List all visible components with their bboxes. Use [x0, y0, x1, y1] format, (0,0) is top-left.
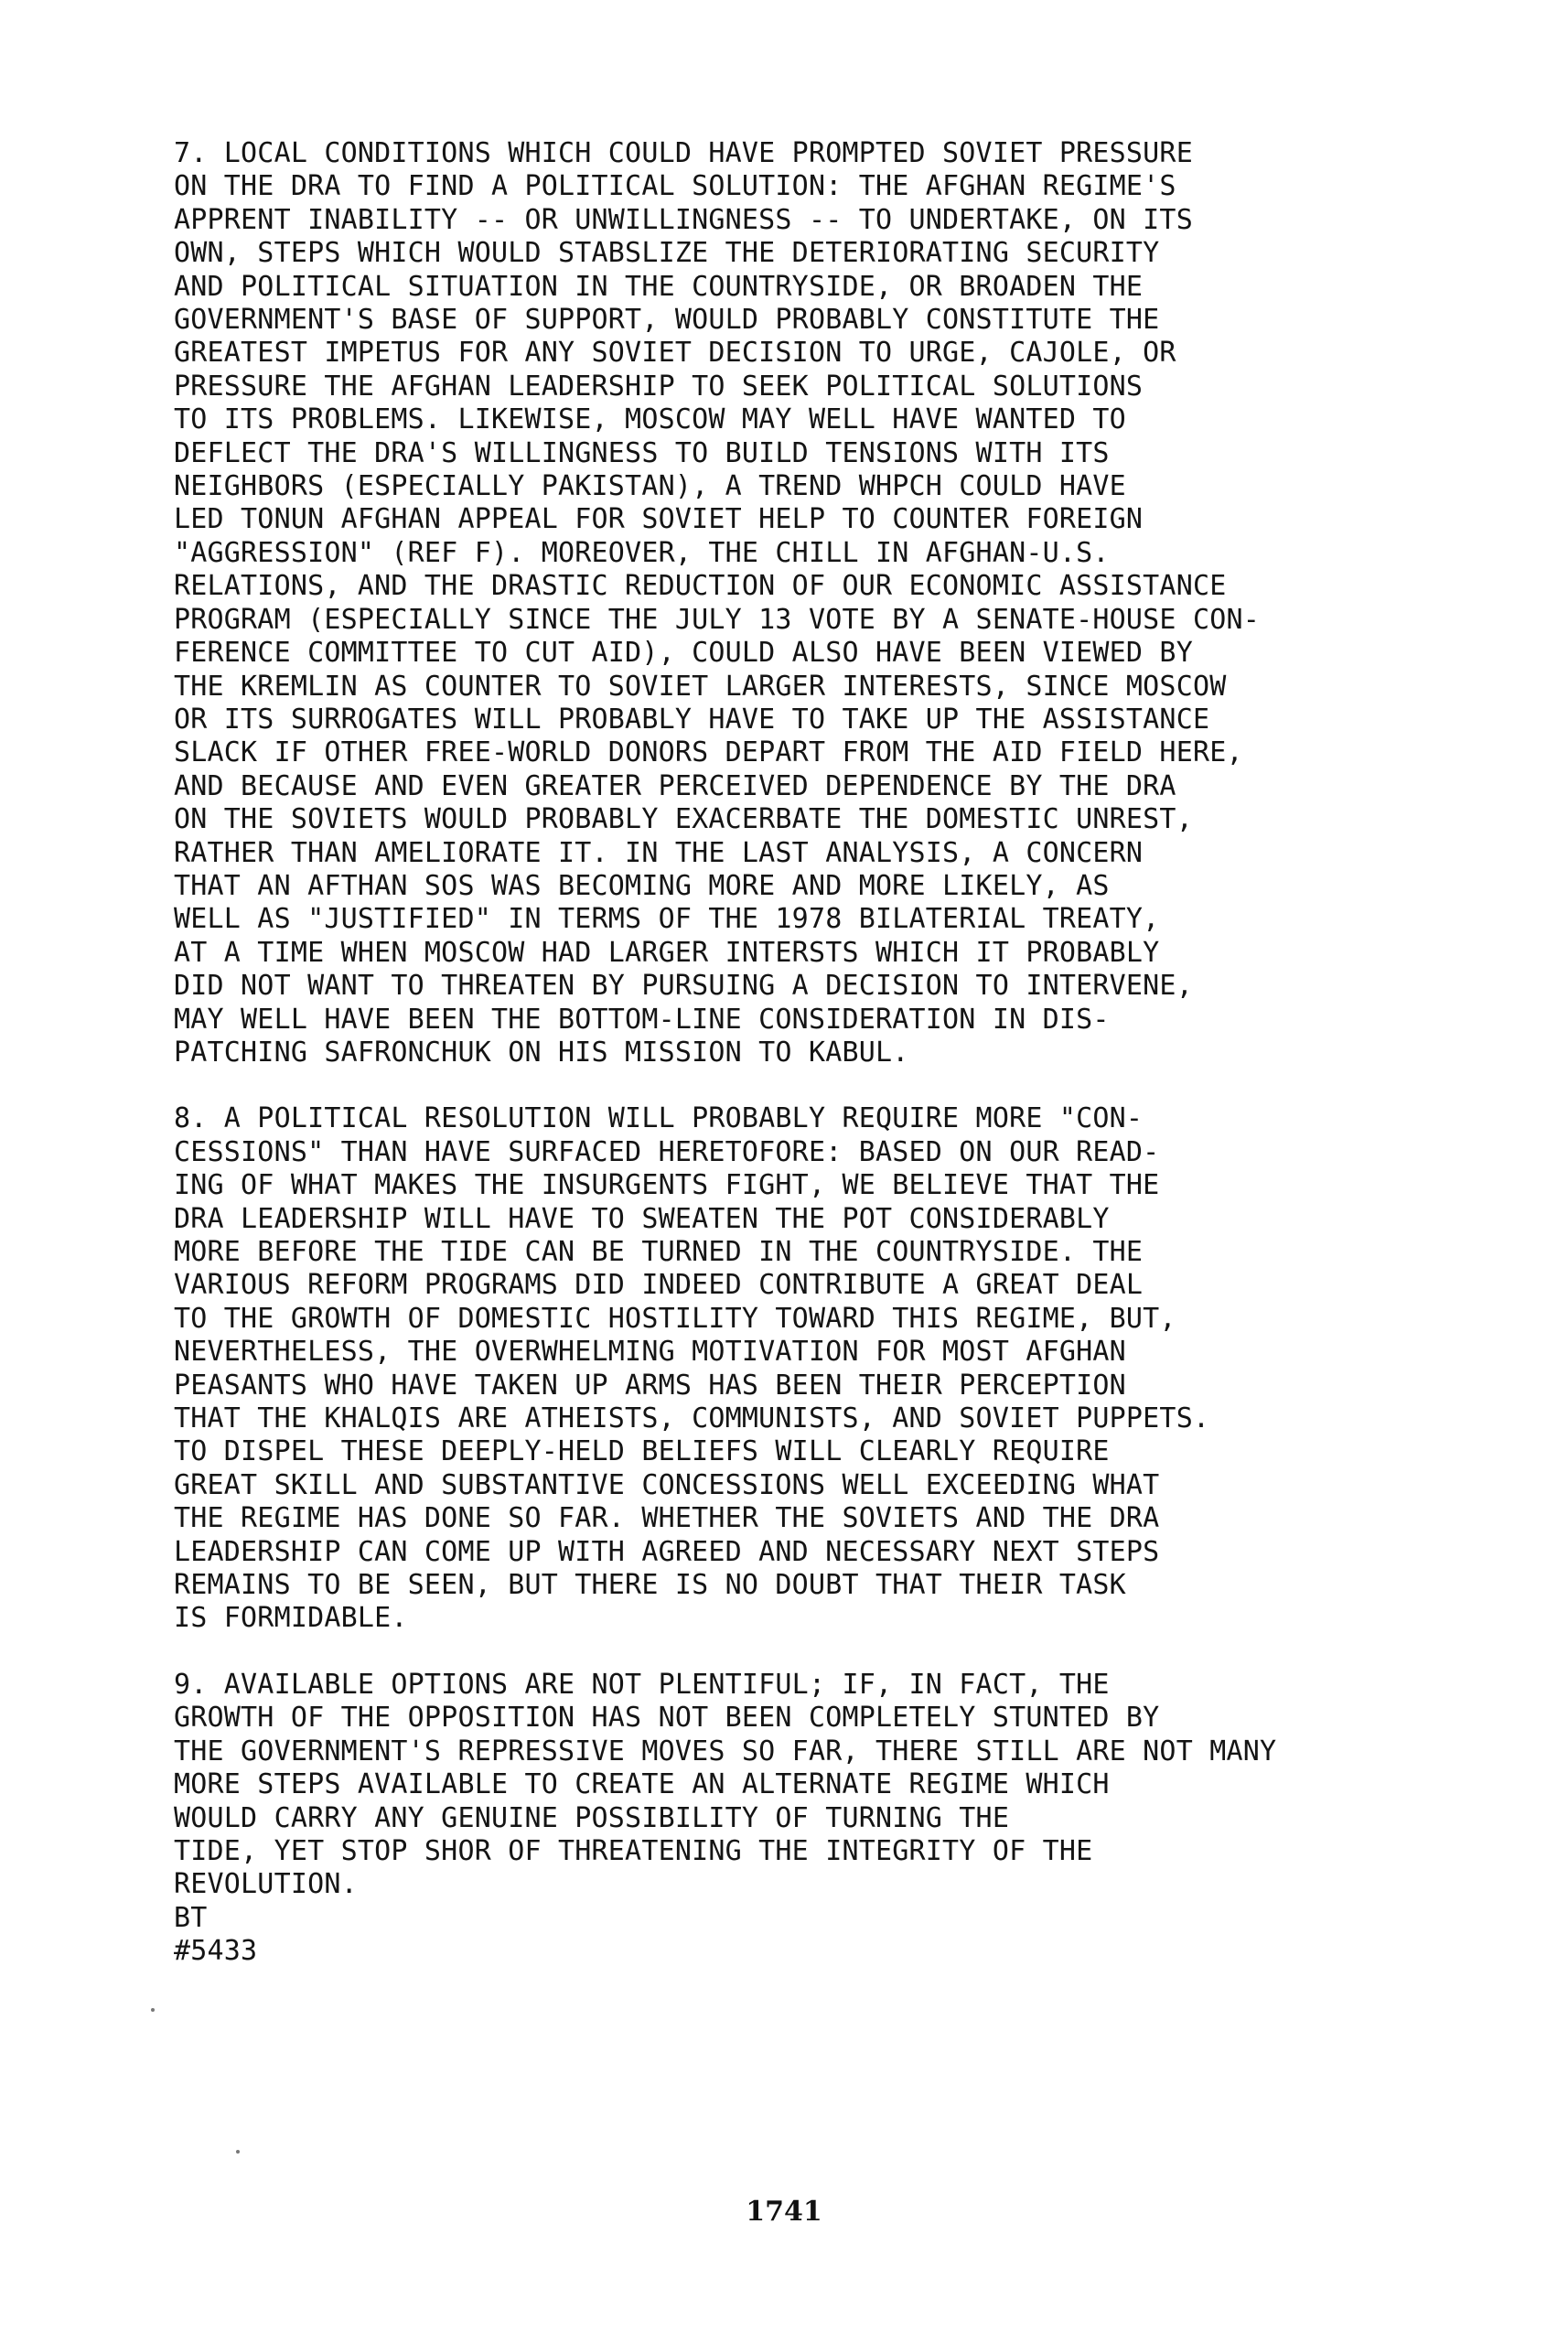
message-end-block — [174, 1902, 1509, 1969]
text-line: VARIOUS REFORM PROGRAMS DID INDEED CONTRIBUTE A GREAT DEAL — [174, 1269, 1144, 1302]
paragraph-9 — [174, 1669, 1509, 1902]
text-line: GREAT SKILL AND SUBSTANTIVE CONCESSIONS WELL EXCEEDING WHAT — [174, 1468, 1160, 1501]
text-line: PEASANTS WHO HAVE TAKEN UP ARMS HAS BEEN THEIR PERCEPTION — [174, 1369, 1126, 1402]
text-line: PATCHING SAFRONCHUK ON HIS MISSION TO KABUL. — [174, 1036, 909, 1069]
text-line: TO THE GROWTH OF DOMESTIC HOSTILITY TOWARD THIS REGIME, BUT, — [174, 1302, 1176, 1335]
text-line: OWN, STEPS WHICH WOULD STABSLIZE THE DETERIORATING SECURITY — [174, 237, 1160, 270]
text-line: MORE STEPS AVAILABLE TO CREATE AN ALTERNATE REGIME WHICH — [174, 1768, 1110, 1801]
text-line: MORE BEFORE THE TIDE CAN BE TURNED IN THE COUNTRYSIDE. THE — [174, 1236, 1144, 1268]
text-line: ING OF WHAT MAKES THE INSURGENTS FIGHT, WE BELIEVE THAT THE — [174, 1169, 1160, 1202]
text-line: OR ITS SURROGATES WILL PROBABLY HAVE TO TAKE UP THE ASSISTANCE — [174, 703, 1210, 736]
text-line: TIDE, YET STOP SHOR OF THREATENING THE INTEGRITY OF THE — [174, 1834, 1093, 1867]
text-line: CESSIONS" THAN HAVE SURFACED HERETOFORE: BASED ON OUR READ- — [174, 1135, 1160, 1168]
paragraph-7 — [174, 137, 1509, 1069]
text-line: FERENCE COMMITTEE TO CUT AID), COULD ALSO HAVE BEEN VIEWED BY — [174, 637, 1193, 670]
break-marker: BT — [174, 1901, 208, 1934]
text-line: LEADERSHIP CAN COME UP WITH AGREED AND NECESSARY NEXT STEPS — [174, 1535, 1160, 1568]
text-line: GOVERNMENT'S BASE OF SUPPORT, WOULD PROBABLY CONSTITUTE THE — [174, 304, 1160, 337]
text-line: TO ITS PROBLEMS. LIKEWISE, MOSCOW MAY WELL HAVE WANTED TO — [174, 403, 1126, 436]
text-line: AT A TIME WHEN MOSCOW HAD LARGER INTERSTS WHICH IT PROBABLY — [174, 936, 1160, 969]
text-line: 7. LOCAL CONDITIONS WHICH COULD HAVE PROMPTED SOVIET PRESSURE — [174, 137, 1193, 169]
stray-ink-mark — [151, 2008, 155, 2012]
text-line: PRESSURE THE AFGHAN LEADERSHIP TO SEEK POLITICAL SOLUTIONS — [174, 370, 1144, 403]
text-line: LED TONUN AFGHAN APPEAL FOR SOVIET HELP TO COUNTER FOREIGN — [174, 503, 1144, 536]
text-line: THAT AN AFTHAN SOS WAS BECOMING MORE AND MORE LIKELY, AS — [174, 869, 1110, 902]
text-line: DID NOT WANT TO THREATEN BY PURSUING A DECISION TO INTERVENE, — [174, 970, 1193, 1003]
text-line: ON THE SOVIETS WOULD PROBABLY EXACERBATE THE DOMESTIC UNREST, — [174, 803, 1193, 836]
message-number: #5433 — [174, 1935, 258, 1968]
text-line: THAT THE KHALQIS ARE ATHEISTS, COMMUNISTS, AND SOVIET PUPPETS. — [174, 1402, 1210, 1435]
stray-ink-mark — [236, 2150, 240, 2154]
text-line: AND BECAUSE AND EVEN GREATER PERCEIVED DEPENDENCE BY THE DRA — [174, 769, 1176, 802]
text-line: TO DISPEL THESE DEEPLY-HELD BELIEFS WILL CLEARLY REQUIRE — [174, 1435, 1110, 1468]
text-line: DRA LEADERSHIP WILL HAVE TO SWEATEN THE POT CONSIDERABLY — [174, 1202, 1110, 1235]
page-number: 1741 — [746, 2196, 822, 2228]
text-line: NEVERTHELESS, THE OVERWHELMING MOTIVATION FOR MOST AFGHAN — [174, 1336, 1126, 1369]
text-line: THE KREMLIN AS COUNTER TO SOVIET LARGER INTERESTS, SINCE MOSCOW — [174, 670, 1227, 703]
document-body — [174, 137, 1509, 1969]
text-line: REVOLUTION. — [174, 1868, 358, 1901]
text-line: PROGRAM (ESPECIALLY SINCE THE JULY 13 VOTE BY A SENATE-HOUSE CON- — [174, 603, 1260, 636]
text-line: RELATIONS, AND THE DRASTIC REDUCTION OF OUR ECONOMIC ASSISTANCE — [174, 570, 1227, 603]
text-line: AND POLITICAL SITUATION IN THE COUNTRYSIDE, OR BROADEN THE — [174, 270, 1144, 303]
text-line: GREATEST IMPETUS FOR ANY SOVIET DECISION TO URGE, CAJOLE, OR — [174, 337, 1176, 370]
text-line: REMAINS TO BE SEEN, BUT THERE IS NO DOUBT THAT THEIR TASK — [174, 1569, 1126, 1602]
paragraph-8 — [174, 1102, 1509, 1636]
text-line: 8. A POLITICAL RESOLUTION WILL PROBABLY REQUIRE MORE "CON- — [174, 1102, 1144, 1135]
text-line: WELL AS "JUSTIFIED" IN TERMS OF THE 1978 BILATERIAL TREATY, — [174, 903, 1160, 936]
text-line: WOULD CARRY ANY GENUINE POSSIBILITY OF TURNING THE — [174, 1801, 1010, 1834]
text-line: NEIGHBORS (ESPECIALLY PAKISTAN), A TREND WHPCH COULD HAVE — [174, 470, 1126, 503]
text-line: GROWTH OF THE OPPOSITION HAS NOT BEEN COMPLETELY STUNTED BY — [174, 1702, 1160, 1735]
text-line: MAY WELL HAVE BEEN THE BOTTOM-LINE CONSIDERATION IN DIS- — [174, 1003, 1110, 1036]
text-line: THE GOVERNMENT'S REPRESSIVE MOVES SO FAR, THERE STILL ARE NOT MANY — [174, 1735, 1277, 1767]
text-line: 9. AVAILABLE OPTIONS ARE NOT PLENTIFUL; IF, IN FACT, THE — [174, 1668, 1110, 1701]
text-line: DEFLECT THE DRA'S WILLINGNESS TO BUILD TENSIONS WITH ITS — [174, 436, 1110, 469]
text-line: "AGGRESSION" (REF F). MOREOVER, THE CHILL IN AFGHAN-U.S. — [174, 536, 1110, 569]
text-line: RATHER THAN AMELIORATE IT. IN THE LAST ANALYSIS, A CONCERN — [174, 836, 1144, 869]
text-line: IS FORMIDABLE. — [174, 1602, 408, 1635]
text-line: ON THE DRA TO FIND A POLITICAL SOLUTION: THE AFGHAN REGIME'S — [174, 170, 1176, 203]
text-line: THE REGIME HAS DONE SO FAR. WHETHER THE SOVIETS AND THE DRA — [174, 1502, 1160, 1535]
text-line: SLACK IF OTHER FREE-WORLD DONORS DEPART FROM THE AID FIELD HERE, — [174, 736, 1243, 769]
text-line: APPRENT INABILITY -- OR UNWILLINGNESS -- TO UNDERTAKE, ON ITS — [174, 203, 1193, 236]
